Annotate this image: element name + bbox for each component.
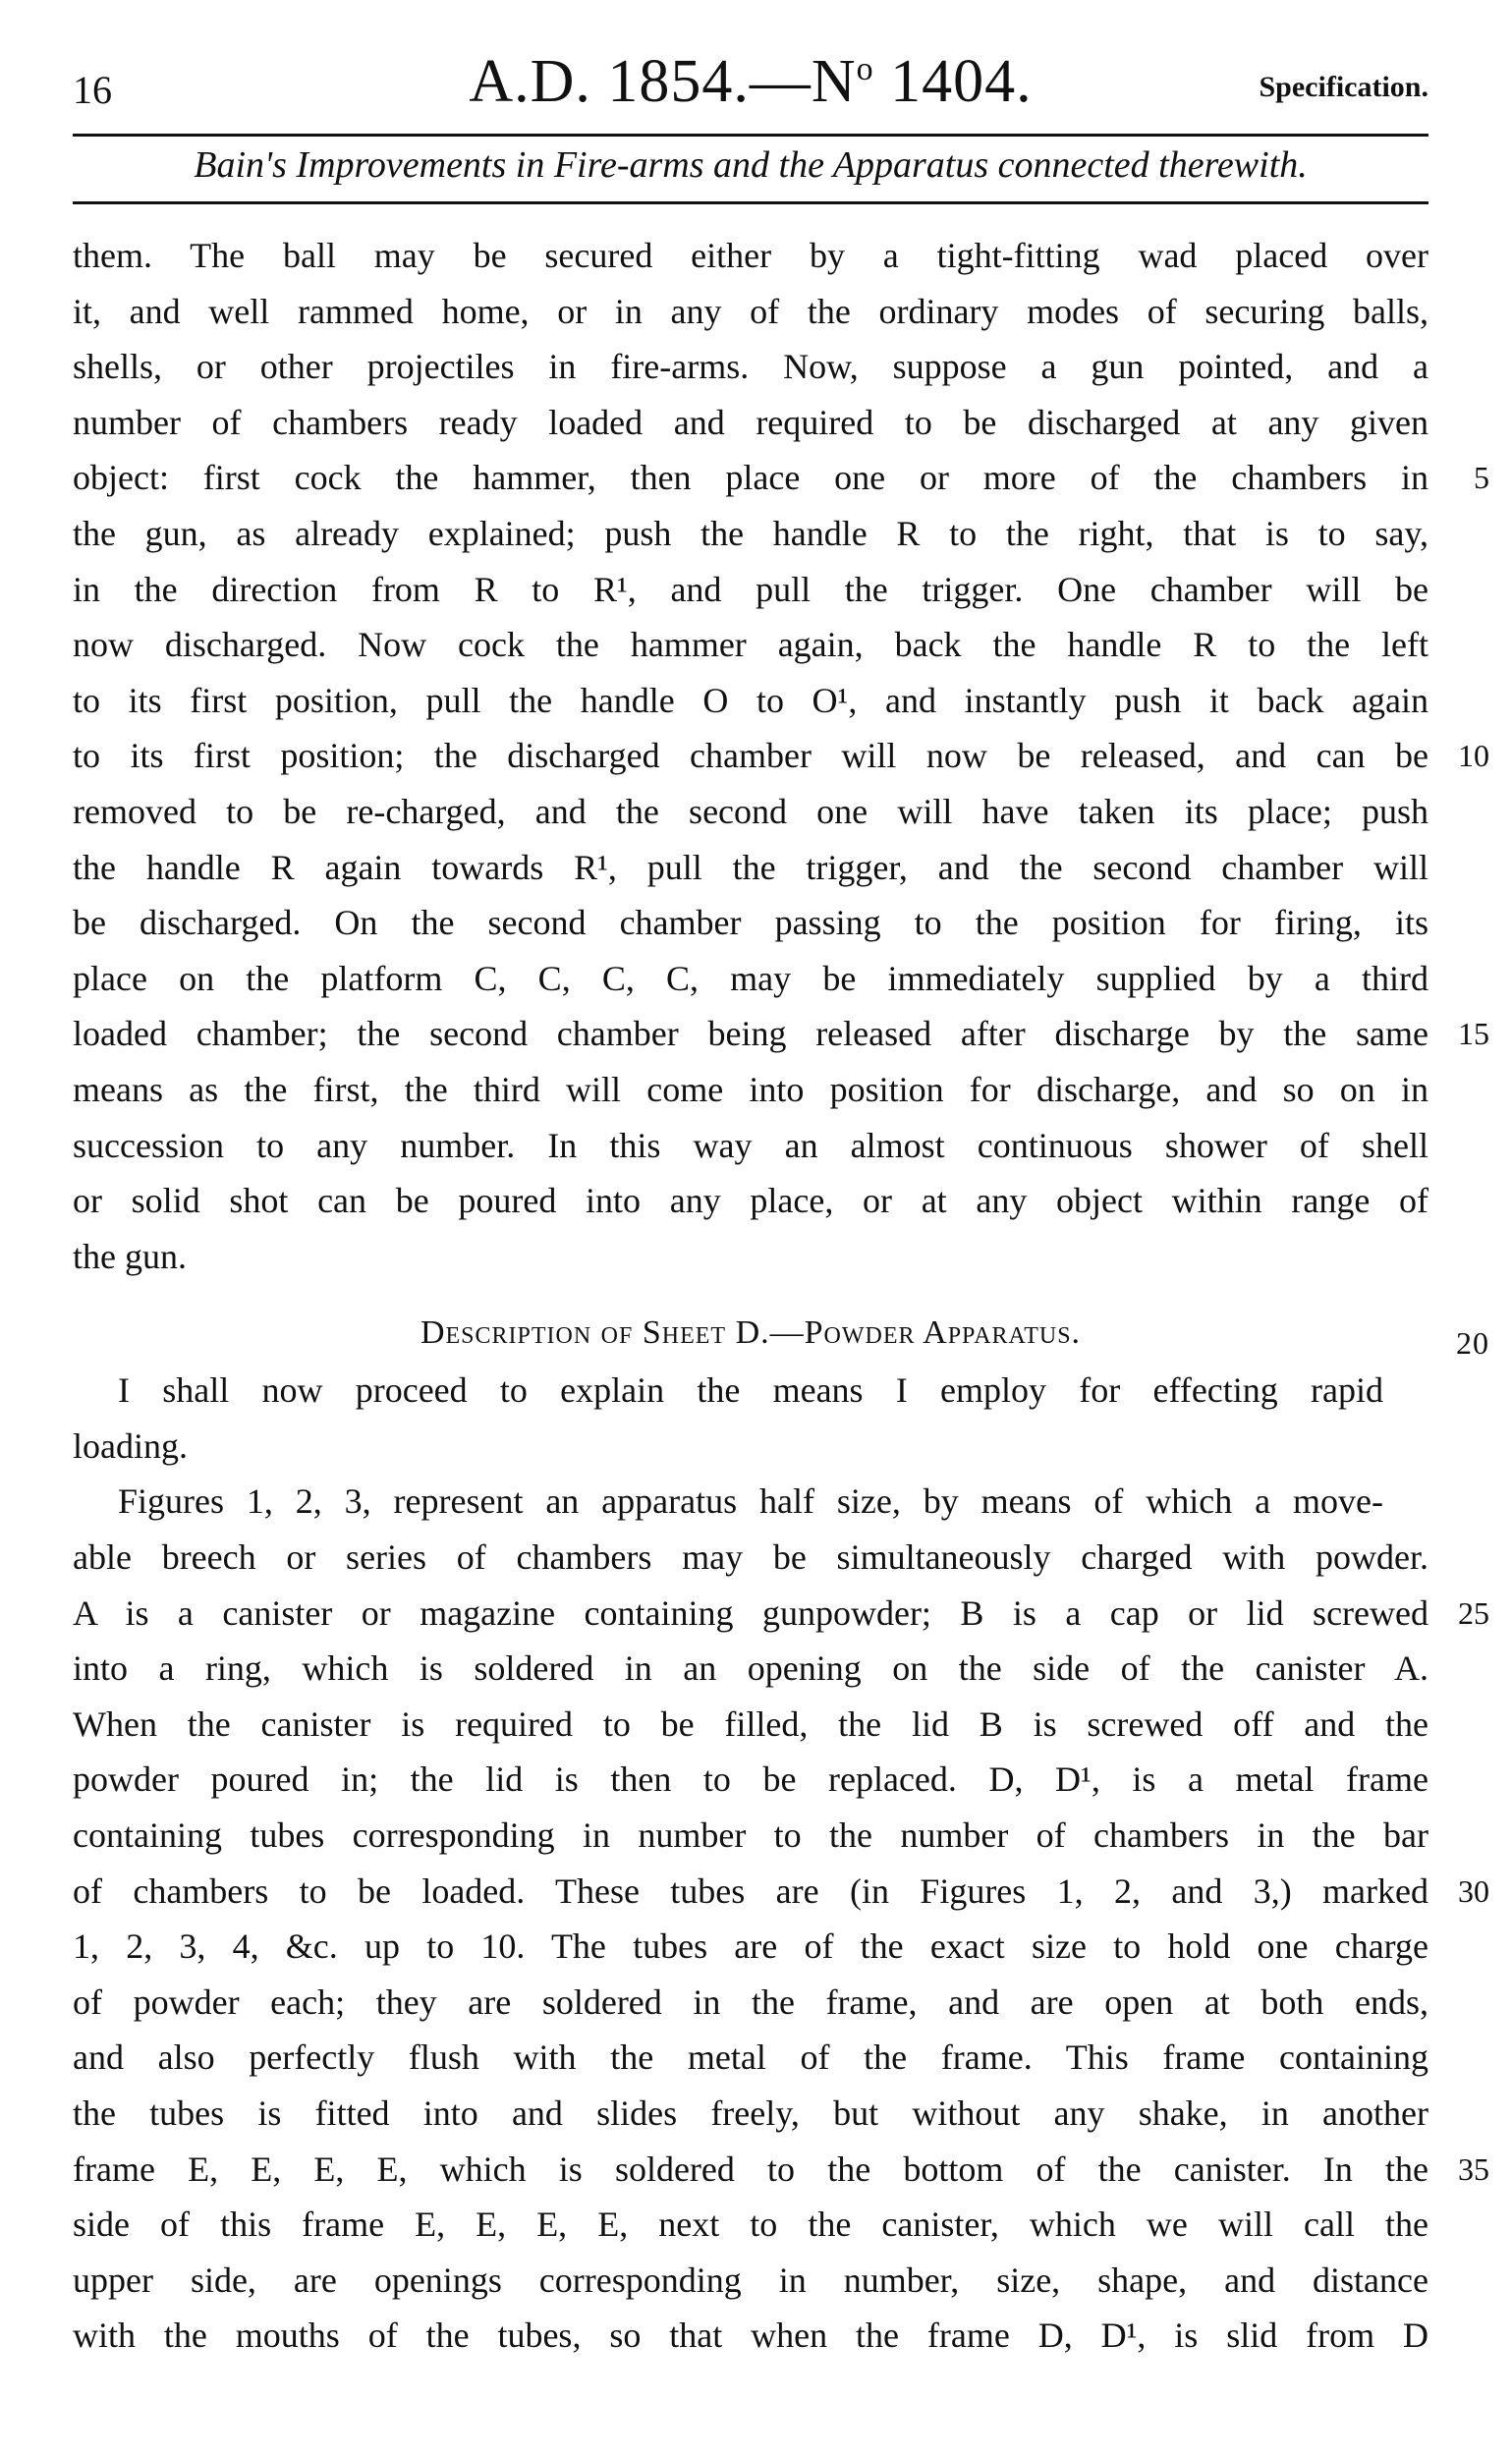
line-number-marker: 20 xyxy=(1456,1325,1489,1362)
text-line xyxy=(73,1975,1428,2031)
text-line xyxy=(73,1173,1428,1229)
text-line-content: to its first position, pull the handle O to O¹, and instantly push it back again xyxy=(73,680,1428,720)
text-line-content: the tubes is fitted into and slides freely, but without any shake, in another xyxy=(73,2093,1428,2133)
text-line-content: of chambers to be loaded. These tubes are (in Figures 1, 2, and 3,) marked xyxy=(73,1870,1428,1911)
text-line xyxy=(73,895,1428,951)
text-line xyxy=(73,2308,1428,2364)
line-number-marker: 5 xyxy=(1474,460,1489,496)
line-number-marker: 15 xyxy=(1458,1016,1489,1052)
text-line xyxy=(73,2030,1428,2086)
text-line xyxy=(73,2086,1428,2142)
text-line-content: be discharged. On the second chamber passing to the position for firing, its xyxy=(73,903,1428,943)
text-line xyxy=(73,562,1428,618)
text-line xyxy=(73,1419,1428,1475)
line-number-marker: 25 xyxy=(1458,1594,1489,1631)
text-line-content: the gun, as already explained; push the handle R to the right, that is to say, xyxy=(73,513,1428,553)
text-line-content: powder poured in; the lid is then to be replaced. D, D¹, is a metal frame xyxy=(73,1759,1428,1800)
text-line xyxy=(73,1363,1428,1419)
text-line-content: shells, or other projectiles in fire-arms. Now, suppose a gun pointed, and a xyxy=(73,347,1428,387)
text-line xyxy=(73,1697,1428,1753)
section-heading xyxy=(73,1284,1489,1363)
text-line-content: removed to be re-charged, and the second one will have taken its place; push xyxy=(73,791,1428,831)
patent-no-superscript: o xyxy=(856,51,874,87)
text-line-content: upper side, are openings corresponding in number, size, shape, and distance xyxy=(73,2260,1428,2300)
text-line-content: number of chambers ready loaded and required to be discharged at any given xyxy=(73,402,1428,442)
paragraph-3 xyxy=(73,1474,1489,2364)
text-line xyxy=(73,840,1428,896)
text-line-content: place on the platform C, C, C, C, may be immediately supplied by a third xyxy=(73,958,1428,998)
text-line-content: in the direction from R to R¹, and pull the trigger. One chamber will be xyxy=(73,569,1428,609)
text-line-content: means as the first, the third will come into position for discharge, and so on in xyxy=(73,1069,1428,1109)
text-line xyxy=(73,450,1489,506)
patent-title xyxy=(73,47,1428,117)
running-head xyxy=(73,47,1428,116)
text-line xyxy=(73,617,1428,673)
document-subtitle: Bain's Improvements in Fire-arms and the Apparatus connected therewith. xyxy=(194,144,1308,186)
text-line xyxy=(73,1919,1428,1975)
text-line-content: containing tubes corresponding in number to the number of chambers in the bar xyxy=(73,1815,1428,1856)
text-line xyxy=(73,1752,1428,1808)
text-line xyxy=(73,1229,1428,1285)
text-line-content: succession to any number. In this way an almost continuous shower of shell xyxy=(73,1125,1428,1165)
text-line xyxy=(73,784,1428,840)
text-line xyxy=(73,951,1428,1007)
text-line xyxy=(73,1808,1428,1864)
paragraph-2 xyxy=(73,1363,1428,1474)
text-line-content: and also perfectly flush with the metal of the frame. This frame containing xyxy=(73,2037,1428,2078)
text-line xyxy=(73,2197,1428,2253)
text-line-content: A is a canister or magazine containing gunpowder; B is a cap or lid screwed xyxy=(73,1592,1428,1633)
text-line-content: or solid shot can be poured into any place, or at any object within range of xyxy=(73,1181,1428,1221)
text-line xyxy=(73,2253,1428,2309)
patent-number: 1404. xyxy=(873,48,1033,115)
text-line xyxy=(73,1062,1428,1118)
page-number: 16 xyxy=(73,68,112,112)
paragraph-1 xyxy=(73,228,1489,1284)
text-line-content: 1, 2, 3, 4, &c. up to 10. The tubes are of the exact size to hold one charge xyxy=(73,1926,1428,1967)
text-line-content: I shall now proceed to explain the means I employ for effecting rapid xyxy=(118,1370,1383,1411)
text-line xyxy=(73,728,1489,784)
text-line xyxy=(73,506,1428,562)
text-line xyxy=(73,1474,1428,1530)
line-number-marker: 10 xyxy=(1458,738,1489,774)
text-line-content: object: first cock the hammer, then place one or more of the chambers in xyxy=(73,458,1428,498)
text-line-content: able breech or series of chambers may be simultaneously charged with powder. xyxy=(73,1537,1428,1578)
text-line-content: side of this frame E, E, E, E, next to the canister, which we will call the xyxy=(73,2205,1428,2245)
patent-title-text: A.D. 1854.—N xyxy=(469,48,857,115)
text-line xyxy=(73,1530,1428,1586)
text-line-content: loading. xyxy=(73,1425,188,1466)
specification-label: Specification. xyxy=(1259,71,1428,103)
text-line xyxy=(73,1118,1428,1174)
text-line xyxy=(73,339,1428,395)
text-line xyxy=(73,1864,1489,1920)
text-line-content: of powder each; they are soldered in the frame, and are open at both ends, xyxy=(73,1982,1428,2022)
text-line-content: with the mouths of the tubes, so that when the frame D, D¹, is slid from D xyxy=(73,2316,1428,2356)
line-number-marker: 30 xyxy=(1458,1872,1489,1909)
text-line-content: the handle R again towards R¹, pull the trigger, and the second chamber will xyxy=(73,847,1428,887)
line-number-marker: 35 xyxy=(1458,2150,1489,2187)
text-line xyxy=(73,673,1428,729)
text-line-content: When the canister is required to be filled, the lid B is screwed off and the xyxy=(73,1703,1428,1744)
header-rule-top xyxy=(73,134,1428,137)
text-line xyxy=(73,228,1428,284)
text-line xyxy=(73,1006,1489,1062)
text-line-content: into a ring, which is soldered in an opening on the side of the canister A. xyxy=(73,1648,1428,1689)
text-line-content: loaded chamber; the second chamber being released after discharge by the same xyxy=(73,1014,1428,1054)
text-line-content: them. The ball may be secured either by a tight-fitting wad placed over xyxy=(73,236,1428,275)
text-line-content: to its first position; the discharged chamber will now be released, and can be xyxy=(73,736,1428,776)
text-line xyxy=(73,2142,1489,2198)
header-rule-bottom xyxy=(73,201,1428,204)
text-line-content: now discharged. Now cock the hammer again, back the handle R to the left xyxy=(73,625,1428,665)
text-line xyxy=(73,284,1428,340)
body-text xyxy=(73,228,1489,2364)
text-line-content: Figures 1, 2, 3, represent an apparatus half size, by means of which a move- xyxy=(118,1481,1383,1522)
text-line-content: the gun. xyxy=(73,1236,187,1276)
text-line xyxy=(73,1586,1489,1642)
text-line xyxy=(73,1641,1428,1697)
text-line xyxy=(73,395,1428,451)
section-heading-text: Description of Sheet D.—Powder Apparatus. xyxy=(420,1314,1082,1352)
text-line-content: it, and well rammed home, or in any of the ordinary modes of securing balls, xyxy=(73,291,1428,331)
text-line-content: frame E, E, E, E, which is soldered to the bottom of the canister. In the xyxy=(73,2149,1428,2189)
